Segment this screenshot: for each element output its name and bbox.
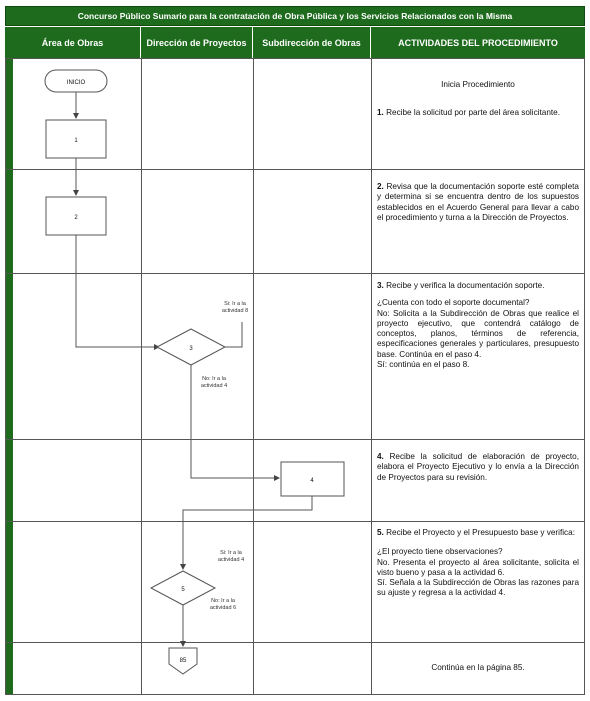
activity-3-text: Recibe y verifica la documentación soporte. <box>383 281 545 290</box>
activity-1-number: 1. <box>377 108 384 118</box>
activity-2-text: Revisa que la documentación soporte esté completa y determina si se encuentra dentro de los supuestos establecidos en el Acuerdo General para llevar a cabo el procedimiento y turna a la Dirección de Proyectos. <box>377 182 579 222</box>
activity-2 <box>377 182 579 231</box>
column-header-row <box>5 27 585 58</box>
off-page-connector-label: 85 <box>179 658 187 664</box>
activity-3-question: ¿Cuenta con todo el soporte documental? <box>377 298 530 308</box>
start-label: INICIO <box>66 80 86 86</box>
lane-divider <box>584 58 585 695</box>
activity-5-yes: Sí. Señala a la Subdirección de Obras las razones para su ajuste y regresa a la actividad 4. <box>377 578 579 598</box>
activity-end-text: Continúa en la página 85. <box>431 663 525 672</box>
process-box-4-label: 4 <box>310 478 314 484</box>
activity-5 <box>377 528 579 607</box>
activity-3 <box>377 281 579 378</box>
activity-3-no: No: Solicita a la Subdirección de Obras que realice el proyecto ejecutivo, que contendrá catálogo de conceptos, planos, términos de referencia, especificaciones generales y particulares, presupuesto base. Continúa en el paso 4. <box>377 308 579 359</box>
flowchart <box>5 58 371 695</box>
activity-5-question: ¿El proyecto tiene observaciones? <box>377 547 503 557</box>
column-header-direccion-proyectos: Dirección de Proyectos <box>141 27 253 58</box>
activity-1 <box>377 108 579 118</box>
decision-3-yes-label: Si: Ir a la actividad 8 <box>221 301 249 314</box>
column-header-subdireccion-obras: Subdirección de Obras <box>253 27 371 58</box>
decision-5-label: 5 <box>181 587 185 593</box>
decision-3-no-label: No: Ir a la actividad 4 <box>200 376 228 389</box>
lane-divider <box>371 58 372 695</box>
connector-arrow <box>76 235 159 347</box>
column-header-area-obras: Área de Obras <box>5 27 141 58</box>
activity-4 <box>377 452 579 491</box>
decision-5-no-label: No: Ir a la actividad 6 <box>209 598 237 611</box>
activity-5-no: No. Presenta el proyecto al área solicitante, solicita el visto bueno y pasa a la actividad 6. <box>377 557 579 577</box>
activity-start-text: Inicia Procedimiento <box>441 80 515 89</box>
decision-5-yes-label: Si: Ir a la actividad 4 <box>217 550 245 563</box>
activity-end <box>377 663 579 681</box>
activity-5-number: 5. <box>377 528 384 537</box>
activity-2-number: 2. <box>377 182 384 191</box>
swimlane-grid <box>5 58 585 695</box>
column-header-actividades: ACTIVIDADES DEL PROCEDIMIENTO <box>371 27 585 58</box>
activity-5-text: Recibe el Proyecto y el Presupuesto base y verifica: <box>383 528 575 537</box>
process-box-1-label: 1 <box>74 138 78 144</box>
activity-4-number: 4. <box>377 452 384 461</box>
decision-3-label: 3 <box>189 346 193 352</box>
activity-start <box>377 80 579 127</box>
activity-3-yes: Sí: continúa en el paso 8. <box>377 360 470 370</box>
procedure-page <box>5 6 585 695</box>
page-title: Concurso Público Sumario para la contratación de Obra Pública y los Servicios Relacionados con la Misma <box>5 6 585 26</box>
activity-4-text: Recibe la solicitud de elaboración de proyecto, elabora el Proyecto Ejecutivo y lo envía a la Dirección de Proyectos para su revisión. <box>377 452 579 482</box>
process-box-2-label: 2 <box>74 215 78 221</box>
activity-3-number: 3. <box>377 281 384 290</box>
activity-1-text: Recibe la solicitud por parte del área solicitante. <box>383 108 560 118</box>
yes-branch-line <box>225 322 242 347</box>
